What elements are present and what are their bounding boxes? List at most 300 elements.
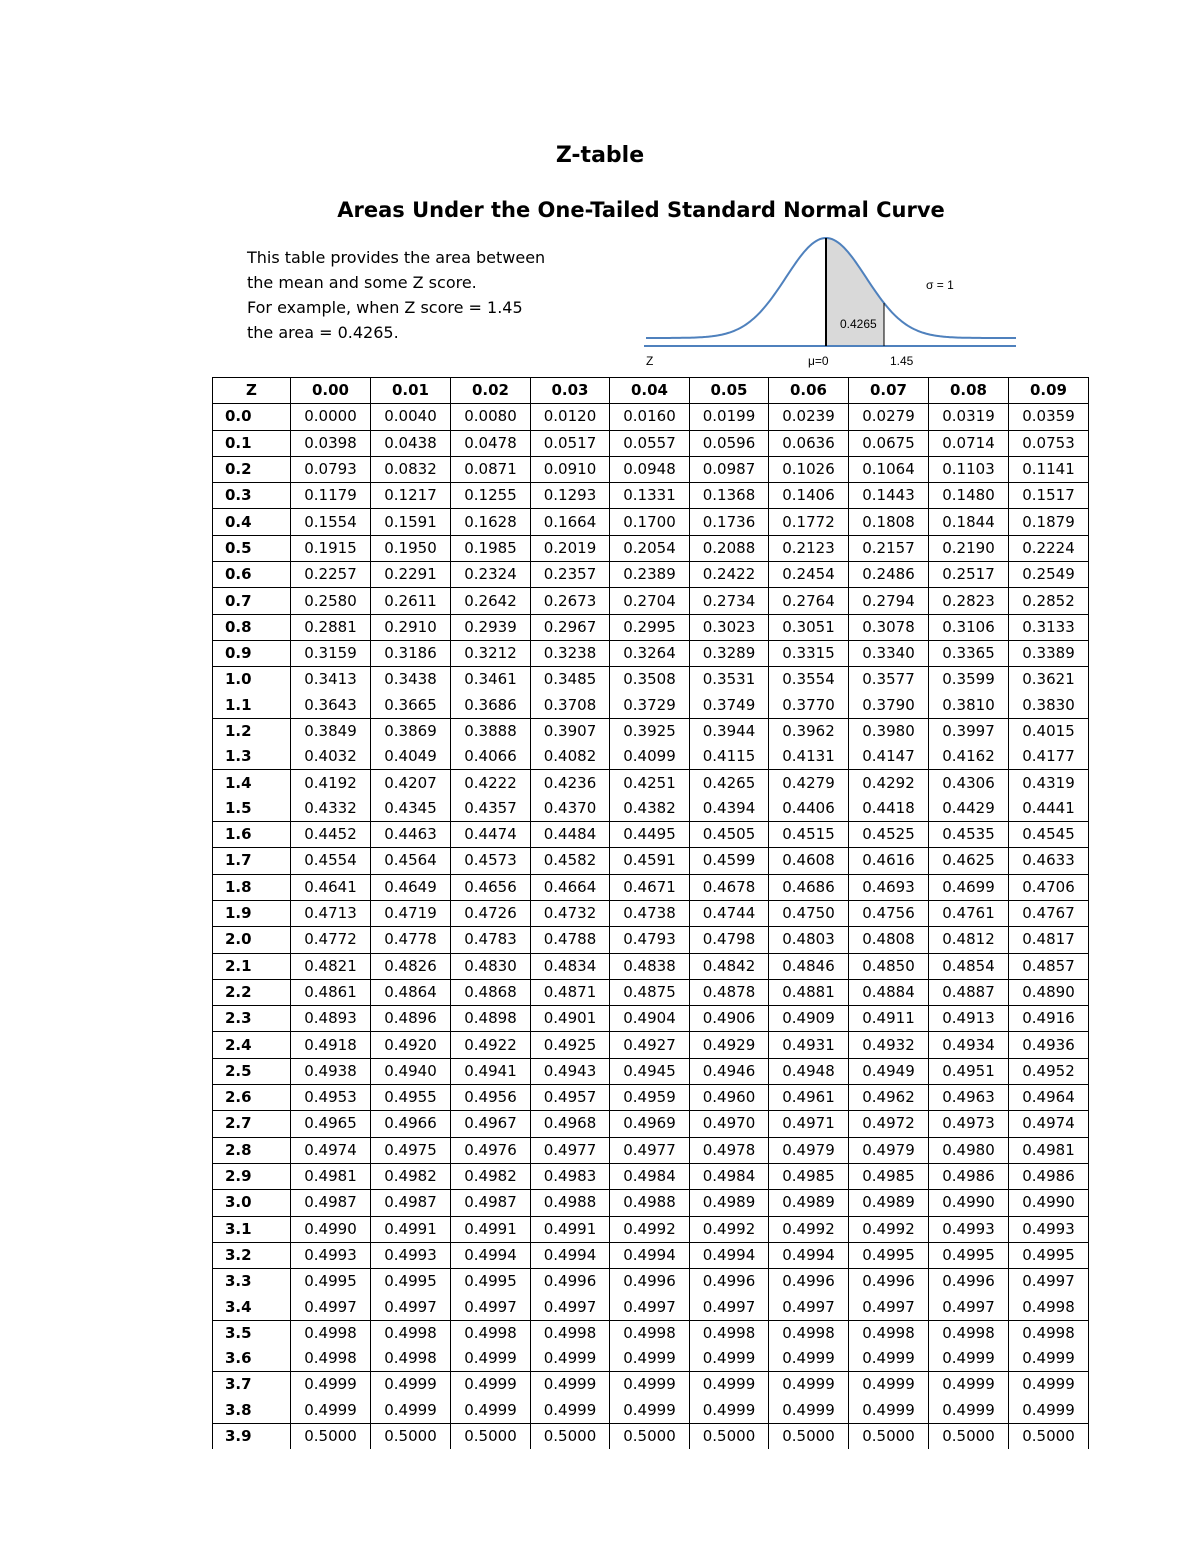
area-cell: 0.3186 — [371, 640, 451, 666]
area-cell: 0.1985 — [451, 535, 531, 561]
area-cell: 0.4979 — [849, 1137, 929, 1163]
table-row — [213, 1006, 1089, 1032]
header-cell: 0.04 — [610, 378, 690, 404]
table-row — [213, 588, 1089, 614]
z-value-cell: 1.1 — [213, 693, 291, 719]
area-cell: 0.5000 — [291, 1423, 371, 1449]
table-row — [213, 979, 1089, 1005]
area-cell: 0.4545 — [1009, 822, 1089, 848]
area-cell: 0.4319 — [1009, 770, 1089, 796]
z-value-cell: 0.7 — [213, 588, 291, 614]
area-cell: 0.4997 — [1009, 1269, 1089, 1295]
area-cell: 0.4960 — [690, 1085, 769, 1111]
area-cell: 0.3413 — [291, 667, 371, 693]
z-value-cell: 3.7 — [213, 1372, 291, 1398]
area-cell: 0.1554 — [291, 509, 371, 535]
area-cell: 0.4999 — [690, 1346, 769, 1372]
area-cell: 0.2673 — [531, 588, 610, 614]
area-cell: 0.4999 — [690, 1398, 769, 1424]
area-cell: 0.4641 — [291, 874, 371, 900]
area-cell: 0.4999 — [1009, 1398, 1089, 1424]
area-cell: 0.4890 — [1009, 979, 1089, 1005]
table-row — [213, 796, 1089, 822]
area-cell: 0.0160 — [610, 404, 690, 430]
area-cell: 0.4767 — [1009, 900, 1089, 926]
area-cell: 0.4066 — [451, 744, 531, 770]
area-cell: 0.4996 — [929, 1269, 1009, 1295]
z-value-cell: 0.2 — [213, 456, 291, 482]
area-cell: 0.4992 — [769, 1216, 849, 1242]
area-cell: 0.4985 — [849, 1163, 929, 1189]
area-cell: 0.3078 — [849, 614, 929, 640]
area-cell: 0.0319 — [929, 404, 1009, 430]
table-row — [213, 456, 1089, 482]
area-cell: 0.4951 — [929, 1058, 1009, 1084]
area-cell: 0.4982 — [451, 1163, 531, 1189]
area-cell: 0.4649 — [371, 874, 451, 900]
z-axis-label: Z — [646, 354, 654, 368]
area-cell: 0.4515 — [769, 822, 849, 848]
area-cell: 0.2704 — [610, 588, 690, 614]
area-cell: 0.4966 — [371, 1111, 451, 1137]
area-cell: 0.4996 — [849, 1269, 929, 1295]
area-cell: 0.4979 — [769, 1137, 849, 1163]
header-cell: Z — [213, 378, 291, 404]
area-cell: 0.4994 — [690, 1242, 769, 1268]
area-cell: 0.4991 — [371, 1216, 451, 1242]
area-cell: 0.4995 — [1009, 1242, 1089, 1268]
area-cell: 0.2823 — [929, 588, 1009, 614]
area-cell: 0.4236 — [531, 770, 610, 796]
area-cell: 0.4922 — [451, 1032, 531, 1058]
area-cell: 0.4744 — [690, 900, 769, 926]
z-value-cell: 3.5 — [213, 1320, 291, 1346]
area-cell: 0.4982 — [371, 1163, 451, 1189]
area-cell: 0.4265 — [690, 770, 769, 796]
area-cell: 0.5000 — [371, 1423, 451, 1449]
area-cell: 0.4893 — [291, 1006, 371, 1032]
z-value-cell: 1.6 — [213, 822, 291, 848]
area-cell: 0.3888 — [451, 718, 531, 744]
area-cell: 0.4996 — [531, 1269, 610, 1295]
area-cell: 0.4932 — [849, 1032, 929, 1058]
area-cell: 0.4452 — [291, 822, 371, 848]
area-cell: 0.1628 — [451, 509, 531, 535]
area-cell: 0.4868 — [451, 979, 531, 1005]
area-label: 0.4265 — [840, 317, 877, 331]
area-cell: 0.1915 — [291, 535, 371, 561]
area-cell: 0.4999 — [849, 1372, 929, 1398]
area-cell: 0.0557 — [610, 430, 690, 456]
area-cell: 0.4968 — [531, 1111, 610, 1137]
z-value-cell: 3.9 — [213, 1423, 291, 1449]
area-cell: 0.4993 — [1009, 1216, 1089, 1242]
normal-curve-diagram — [640, 228, 1025, 373]
area-cell: 0.4999 — [849, 1398, 929, 1424]
area-cell: 0.4925 — [531, 1032, 610, 1058]
table-body — [213, 404, 1089, 1449]
area-cell: 0.4998 — [849, 1320, 929, 1346]
area-cell: 0.2224 — [1009, 535, 1089, 561]
area-cell: 0.4830 — [451, 953, 531, 979]
area-cell: 0.4678 — [690, 874, 769, 900]
area-cell: 0.4726 — [451, 900, 531, 926]
area-cell: 0.3849 — [291, 718, 371, 744]
area-cell: 0.4406 — [769, 796, 849, 822]
area-cell: 0.3159 — [291, 640, 371, 666]
area-cell: 0.4992 — [849, 1216, 929, 1242]
area-cell: 0.4995 — [291, 1269, 371, 1295]
area-cell: 0.4985 — [769, 1163, 849, 1189]
area-cell: 0.4999 — [451, 1346, 531, 1372]
area-cell: 0.4993 — [929, 1216, 1009, 1242]
area-cell: 0.3485 — [531, 667, 610, 693]
area-cell: 0.4732 — [531, 900, 610, 926]
area-cell: 0.4838 — [610, 953, 690, 979]
area-cell: 0.4989 — [690, 1190, 769, 1216]
area-cell: 0.4974 — [291, 1137, 371, 1163]
z-value-cell: 0.4 — [213, 509, 291, 535]
area-cell: 0.4999 — [769, 1398, 849, 1424]
area-cell: 0.4332 — [291, 796, 371, 822]
table-row — [213, 667, 1089, 693]
z-value-cell: 0.1 — [213, 430, 291, 456]
area-cell: 0.4952 — [1009, 1058, 1089, 1084]
area-cell: 0.2389 — [610, 562, 690, 588]
area-cell: 0.4573 — [451, 848, 531, 874]
area-cell: 0.4599 — [690, 848, 769, 874]
table-row — [213, 1111, 1089, 1137]
area-cell: 0.2190 — [929, 535, 1009, 561]
area-cell: 0.4207 — [371, 770, 451, 796]
area-cell: 0.4973 — [929, 1111, 1009, 1137]
area-cell: 0.4761 — [929, 900, 1009, 926]
area-cell: 0.4999 — [451, 1398, 531, 1424]
area-cell: 0.1772 — [769, 509, 849, 535]
table-row — [213, 483, 1089, 509]
area-cell: 0.3264 — [610, 640, 690, 666]
area-cell: 0.4999 — [451, 1372, 531, 1398]
area-cell: 0.4998 — [1009, 1320, 1089, 1346]
area-cell: 0.2852 — [1009, 588, 1089, 614]
area-cell: 0.4616 — [849, 848, 929, 874]
description — [247, 245, 577, 345]
mean-label: μ=0 — [808, 354, 829, 368]
area-cell: 0.2357 — [531, 562, 610, 588]
area-cell: 0.5000 — [610, 1423, 690, 1449]
area-cell: 0.4147 — [849, 744, 929, 770]
area-cell: 0.4990 — [929, 1190, 1009, 1216]
table-row — [213, 614, 1089, 640]
area-cell: 0.3315 — [769, 640, 849, 666]
area-cell: 0.4927 — [610, 1032, 690, 1058]
area-cell: 0.3051 — [769, 614, 849, 640]
area-cell: 0.3577 — [849, 667, 929, 693]
area-cell: 0.4999 — [769, 1346, 849, 1372]
area-cell: 0.1179 — [291, 483, 371, 509]
area-cell: 0.4920 — [371, 1032, 451, 1058]
area-cell: 0.0714 — [929, 430, 1009, 456]
area-cell: 0.3790 — [849, 693, 929, 719]
area-cell: 0.4177 — [1009, 744, 1089, 770]
z-value-cell: 2.8 — [213, 1137, 291, 1163]
area-cell: 0.5000 — [769, 1423, 849, 1449]
area-cell: 0.4997 — [690, 1294, 769, 1320]
z-value-cell: 3.6 — [213, 1346, 291, 1372]
area-cell: 0.4998 — [610, 1320, 690, 1346]
area-cell: 0.4345 — [371, 796, 451, 822]
area-cell: 0.2324 — [451, 562, 531, 588]
area-cell: 0.1103 — [929, 456, 1009, 482]
z-value-cell: 1.7 — [213, 848, 291, 874]
area-cell: 0.4998 — [291, 1320, 371, 1346]
table-row — [213, 1163, 1089, 1189]
area-cell: 0.3665 — [371, 693, 451, 719]
area-cell: 0.0398 — [291, 430, 371, 456]
area-cell: 0.2642 — [451, 588, 531, 614]
z-value-cell: 1.0 — [213, 667, 291, 693]
area-cell: 0.3508 — [610, 667, 690, 693]
area-cell: 0.3531 — [690, 667, 769, 693]
area-cell: 0.4987 — [451, 1190, 531, 1216]
area-cell: 0.4999 — [849, 1346, 929, 1372]
area-cell: 0.0000 — [291, 404, 371, 430]
table-row — [213, 1216, 1089, 1242]
area-cell: 0.2291 — [371, 562, 451, 588]
area-cell: 0.3997 — [929, 718, 1009, 744]
area-cell: 0.4998 — [929, 1320, 1009, 1346]
area-cell: 0.4162 — [929, 744, 1009, 770]
area-cell: 0.4251 — [610, 770, 690, 796]
area-cell: 0.4564 — [371, 848, 451, 874]
table-row — [213, 1372, 1089, 1398]
z-value-cell: 2.0 — [213, 927, 291, 953]
area-cell: 0.0596 — [690, 430, 769, 456]
area-cell: 0.3749 — [690, 693, 769, 719]
area-cell: 0.4803 — [769, 927, 849, 953]
area-cell: 0.4997 — [769, 1294, 849, 1320]
area-cell: 0.4997 — [531, 1294, 610, 1320]
area-cell: 0.4778 — [371, 927, 451, 953]
area-cell: 0.4949 — [849, 1058, 929, 1084]
area-cell: 0.5000 — [531, 1423, 610, 1449]
area-cell: 0.4997 — [451, 1294, 531, 1320]
area-cell: 0.4916 — [1009, 1006, 1089, 1032]
area-cell: 0.3461 — [451, 667, 531, 693]
table-row — [213, 1269, 1089, 1295]
header-cell: 0.00 — [291, 378, 371, 404]
header-row — [213, 378, 1089, 404]
description-line: the area = 0.4265. — [247, 323, 399, 342]
area-cell: 0.4969 — [610, 1111, 690, 1137]
area-cell: 0.4967 — [451, 1111, 531, 1137]
area-cell: 0.4834 — [531, 953, 610, 979]
area-cell: 0.4964 — [1009, 1085, 1089, 1111]
area-cell: 0.4997 — [929, 1294, 1009, 1320]
z-value-cell: 3.3 — [213, 1269, 291, 1295]
area-cell: 0.4999 — [531, 1346, 610, 1372]
area-cell: 0.3980 — [849, 718, 929, 744]
area-cell: 0.4943 — [531, 1058, 610, 1084]
z-value-cell: 3.1 — [213, 1216, 291, 1242]
area-cell: 0.4441 — [1009, 796, 1089, 822]
area-cell: 0.2257 — [291, 562, 371, 588]
area-cell: 0.3729 — [610, 693, 690, 719]
area-cell: 0.4115 — [690, 744, 769, 770]
area-cell: 0.4990 — [1009, 1190, 1089, 1216]
table-row — [213, 770, 1089, 796]
area-cell: 0.0120 — [531, 404, 610, 430]
z-value-cell: 2.4 — [213, 1032, 291, 1058]
area-cell: 0.2422 — [690, 562, 769, 588]
table-row — [213, 562, 1089, 588]
area-cell: 0.0438 — [371, 430, 451, 456]
area-cell: 0.2995 — [610, 614, 690, 640]
area-cell: 0.4881 — [769, 979, 849, 1005]
area-cell: 0.4971 — [769, 1111, 849, 1137]
area-cell: 0.4983 — [531, 1163, 610, 1189]
area-cell: 0.4993 — [291, 1242, 371, 1268]
area-cell: 0.3365 — [929, 640, 1009, 666]
header-cell: 0.07 — [849, 378, 929, 404]
area-cell: 0.4788 — [531, 927, 610, 953]
area-cell: 0.4699 — [929, 874, 1009, 900]
z-value-cell: 3.8 — [213, 1398, 291, 1424]
area-cell: 0.4987 — [291, 1190, 371, 1216]
area-cell: 0.3686 — [451, 693, 531, 719]
z-value-cell: 0.6 — [213, 562, 291, 588]
area-cell: 0.4772 — [291, 927, 371, 953]
area-cell: 0.4693 — [849, 874, 929, 900]
area-cell: 0.4049 — [371, 744, 451, 770]
area-cell: 0.2517 — [929, 562, 1009, 588]
area-cell: 0.4999 — [929, 1372, 1009, 1398]
area-cell: 0.4884 — [849, 979, 929, 1005]
area-cell: 0.4783 — [451, 927, 531, 953]
area-cell: 0.4591 — [610, 848, 690, 874]
area-cell: 0.4996 — [610, 1269, 690, 1295]
area-cell: 0.4015 — [1009, 718, 1089, 744]
table-row — [213, 1398, 1089, 1424]
area-cell: 0.4961 — [769, 1085, 849, 1111]
z-value-cell: 1.3 — [213, 744, 291, 770]
area-cell: 0.4978 — [690, 1137, 769, 1163]
area-cell: 0.4798 — [690, 927, 769, 953]
area-cell: 0.4474 — [451, 822, 531, 848]
area-cell: 0.2054 — [610, 535, 690, 561]
area-cell: 0.4995 — [929, 1242, 1009, 1268]
area-cell: 0.0948 — [610, 456, 690, 482]
area-cell: 0.4986 — [1009, 1163, 1089, 1189]
area-cell: 0.4861 — [291, 979, 371, 1005]
area-cell: 0.3925 — [610, 718, 690, 744]
table-row — [213, 1137, 1089, 1163]
area-cell: 0.4292 — [849, 770, 929, 796]
area-cell: 0.2019 — [531, 535, 610, 561]
area-cell: 0.4992 — [610, 1216, 690, 1242]
table-row — [213, 953, 1089, 979]
area-cell: 0.4887 — [929, 979, 1009, 1005]
area-cell: 0.4999 — [291, 1372, 371, 1398]
area-cell: 0.4554 — [291, 848, 371, 874]
area-cell: 0.4994 — [610, 1242, 690, 1268]
area-cell: 0.1217 — [371, 483, 451, 509]
area-cell: 0.4992 — [690, 1216, 769, 1242]
area-cell: 0.4525 — [849, 822, 929, 848]
area-cell: 0.1950 — [371, 535, 451, 561]
area-cell: 0.4911 — [849, 1006, 929, 1032]
area-cell: 0.4706 — [1009, 874, 1089, 900]
z-value-cell: 0.5 — [213, 535, 291, 561]
area-cell: 0.4306 — [929, 770, 1009, 796]
area-cell: 0.0478 — [451, 430, 531, 456]
table-row — [213, 693, 1089, 719]
area-cell: 0.1293 — [531, 483, 610, 509]
area-cell: 0.4871 — [531, 979, 610, 1005]
area-cell: 0.1480 — [929, 483, 1009, 509]
area-cell: 0.4959 — [610, 1085, 690, 1111]
area-cell: 0.1591 — [371, 509, 451, 535]
area-cell: 0.4222 — [451, 770, 531, 796]
area-cell: 0.4998 — [690, 1320, 769, 1346]
area-cell: 0.3133 — [1009, 614, 1089, 640]
area-cell: 0.4977 — [610, 1137, 690, 1163]
area-cell: 0.4864 — [371, 979, 451, 1005]
z-value-label: 1.45 — [890, 354, 914, 368]
area-cell: 0.4974 — [1009, 1111, 1089, 1137]
area-cell: 0.4854 — [929, 953, 1009, 979]
area-cell: 0.3944 — [690, 718, 769, 744]
area-cell: 0.4988 — [610, 1190, 690, 1216]
area-cell: 0.1064 — [849, 456, 929, 482]
area-cell: 0.4671 — [610, 874, 690, 900]
area-cell: 0.4981 — [291, 1163, 371, 1189]
header-cell: 0.01 — [371, 378, 451, 404]
area-cell: 0.4998 — [531, 1320, 610, 1346]
area-cell: 0.4999 — [690, 1372, 769, 1398]
area-cell: 0.4192 — [291, 770, 371, 796]
area-cell: 0.4463 — [371, 822, 451, 848]
area-cell: 0.4963 — [929, 1085, 1009, 1111]
area-cell: 0.4812 — [929, 927, 1009, 953]
area-cell: 0.4909 — [769, 1006, 849, 1032]
page-title: Z-table — [555, 143, 645, 168]
table-row — [213, 640, 1089, 666]
area-cell: 0.0636 — [769, 430, 849, 456]
area-cell: 0.4999 — [1009, 1346, 1089, 1372]
table-row — [213, 1423, 1089, 1449]
area-cell: 0.2939 — [451, 614, 531, 640]
area-cell: 0.4901 — [531, 1006, 610, 1032]
area-cell: 0.4997 — [849, 1294, 929, 1320]
area-cell: 0.3621 — [1009, 667, 1089, 693]
area-cell: 0.4938 — [291, 1058, 371, 1084]
area-cell: 0.5000 — [849, 1423, 929, 1449]
area-cell: 0.3212 — [451, 640, 531, 666]
area-cell: 0.4987 — [371, 1190, 451, 1216]
area-cell: 0.4984 — [690, 1163, 769, 1189]
area-cell: 0.4995 — [451, 1269, 531, 1295]
area-cell: 0.4608 — [769, 848, 849, 874]
area-cell: 0.4981 — [1009, 1137, 1089, 1163]
area-cell: 0.4993 — [371, 1242, 451, 1268]
area-cell: 0.2486 — [849, 562, 929, 588]
area-cell: 0.0040 — [371, 404, 451, 430]
area-cell: 0.4997 — [291, 1294, 371, 1320]
area-cell: 0.4936 — [1009, 1032, 1089, 1058]
z-value-cell: 1.5 — [213, 796, 291, 822]
table-row — [213, 1058, 1089, 1084]
